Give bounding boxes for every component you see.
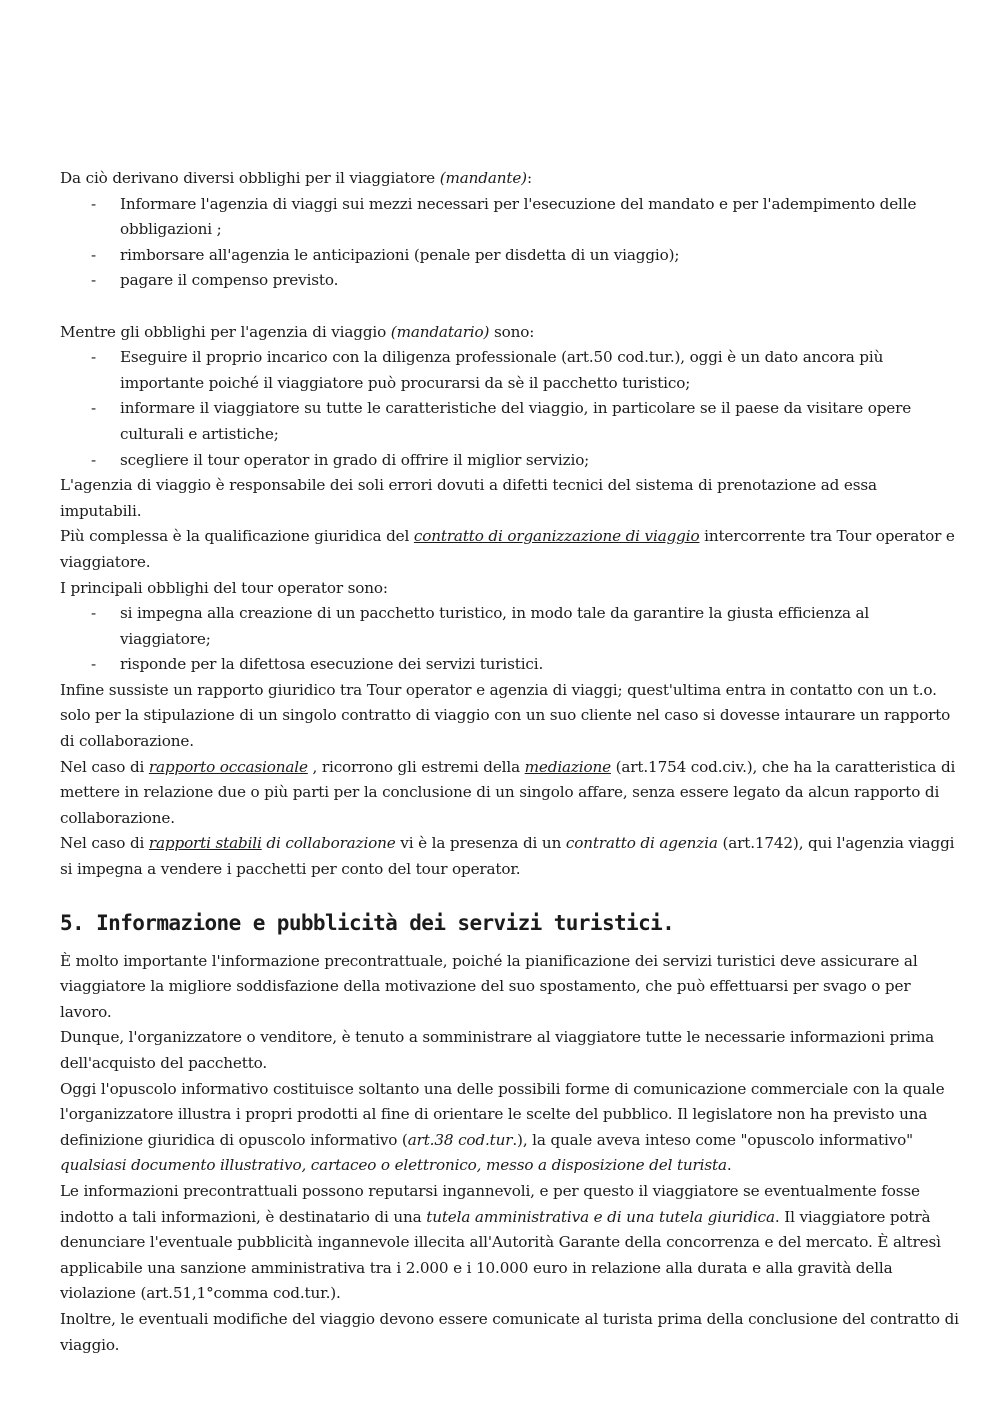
paragraph-obblighi-tour-operator: I principali obblighi del tour operator sono:: [60, 578, 388, 597]
text: :: [526, 169, 532, 187]
emphasis: contratto di agenzia: [565, 834, 718, 853]
text: (art.1742), qui l'agenzia viaggi si impegna a vendere i pacchetti per conto del tour operator.: [60, 834, 955, 879]
list-item: - Eseguire il proprio incarico con la diligenza professionale (art.50 cod.tur.), oggi è un dato ancora più importante poiché il viaggiatore può procurarsi da sè il pacchetto turistico;: [60, 345, 960, 396]
emphasis-mandatario: (mandatario): [390, 322, 490, 341]
list-item: - pagare il compenso previsto.: [60, 268, 960, 294]
text: intercorrente tra Tour operator e viaggiatore.: [60, 527, 955, 571]
underlined-term: contratto di organizzazione di viaggio: [413, 527, 700, 546]
list-item: - Informare l'agenzia di viaggi sui mezzi necessari per l'esecuzione del mandato e per l'adempimento delle obbligazioni ;: [60, 192, 960, 243]
text: Le informazioni precontrattuali possono reputarsi ingannevoli, e per questo il viaggiatore se eventualmente fosse indotto a tali informazioni, è destinatario di una: [60, 1181, 920, 1226]
paragraph-rapporti-stabili: [60, 831, 960, 882]
paragraph-obblighi-viaggiatore: [60, 166, 960, 192]
text: , ricorrono gli estremi della: [307, 757, 525, 776]
spacer: [60, 294, 960, 320]
text: Più complessa è la qualificazione giuridica del: [60, 527, 414, 546]
paragraph-responsabilita: L'agenzia di viaggio è responsabile dei soli errori dovuti a difetti tecnici del sistema di prenotazione ad essa imputabili.: [60, 476, 877, 520]
list-obblighi-agenzia: [60, 345, 960, 473]
list-item: - rimborsare all'agenzia le anticipazioni (penale per disdetta di un viaggio);: [60, 243, 960, 269]
underlined-term: rapporto occasionale: [148, 757, 308, 776]
text: . Il viaggiatore potrà denunciare l'eventuale pubblicità ingannevole illecita all'Autorità Garante della concorrenza e del mercato. È altresì applicabile una sanzione amministrativa tra i 2.000 e i 10.000 euro in relazione alla durata e alla gravità della violazione (art.51,1°comma cod.tur.).: [60, 1207, 941, 1303]
text: Nel caso di: [60, 834, 149, 853]
paragraph-ingannevoli: [60, 1179, 960, 1307]
section-heading: 5. Informazione e pubblicità dei servizi turistici.: [60, 910, 675, 935]
list-item: - scegliere il tour operator in grado di offrire il miglior servizio;: [60, 448, 960, 474]
paragraph-modifiche: Inoltre, le eventuali modifiche del viaggio devono essere comunicate al turista prima della conclusione del contratto di viaggio.: [60, 1309, 959, 1354]
text: sono:: [489, 322, 535, 341]
emphasis: di collaborazione: [261, 834, 396, 853]
paragraph-informazione-precontrattuale: È molto importante l'informazione precontrattuale, poiché la pianificazione dei servizi turistici deve assicurare al viaggiatore la migliore soddisfazione della motivazione del suo spostamento, che può effettuarsi per svago o per lavoro.: [60, 951, 918, 1021]
emphasis: art.38 cod.tur: [407, 1130, 513, 1149]
emphasis: qualsiasi documento illustrativo, cartaceo o elettronico, messo a disposizione del turista: [60, 1156, 727, 1175]
emphasis: tutela amministrativa e di una tutela giuridica: [426, 1207, 775, 1226]
text: .: [726, 1156, 732, 1175]
paragraph-obblighi-agenzia: [60, 320, 960, 346]
text: Nel caso di: [60, 757, 149, 776]
list-item: - informare il viaggiatore su tutte le caratteristiche del viaggio, in particolare se il paese da visitare opere culturali e artistiche;: [60, 396, 960, 447]
underlined-term: mediazione: [524, 757, 611, 776]
page-content: [60, 166, 960, 1358]
text: vi è la presenza di un: [395, 834, 566, 853]
list-obblighi-viaggiatore: [60, 192, 960, 294]
paragraph-rapporto-giuridico: Infine sussiste un rapporto giuridico tra Tour operator e agenzia di viaggi; quest'ultima entra in contatto con un t.o. solo per la stipulazione di un singolo contratto di viaggio con un suo cliente nel caso si dovesse intaurare un rapporto di collaborazione.: [60, 680, 951, 751]
paragraph-opuscolo: [60, 1077, 960, 1179]
text: Da ciò derivano diversi obblighi per il viaggiatore: [60, 169, 440, 187]
paragraph-qualificazione: [60, 524, 960, 575]
list-item: - si impegna alla creazione di un pacchetto turistico, in modo tale da garantire la giusta efficienza al viaggiatore;: [60, 601, 960, 652]
text: Oggi l'opuscolo informativo costituisce soltanto una delle possibili forme di comunicazione commerciale con la quale l'organizzatore illustra i propri prodotti al fine di orientare le scelte del pubblico. Il legislatore non ha previsto una definizione giuridica di opuscolo informativo (: [60, 1079, 945, 1149]
paragraph-rapporto-occasionale: [60, 755, 960, 832]
emphasis-mandante: (mandante): [439, 169, 527, 187]
text: .), la quale aveva inteso come "opuscolo informativo": [512, 1130, 913, 1149]
text: Mentre gli obblighi per l'agenzia di viaggio: [60, 322, 391, 341]
paragraph-organizzatore: Dunque, l'organizzatore o venditore, è tenuto a somministrare al viaggiatore tutte le necessarie informazioni prima dell'acquisto del pacchetto.: [60, 1028, 935, 1072]
list-obblighi-tour-operator: [60, 601, 960, 678]
text: (art.1754 cod.civ.), che ha la caratteristica di mettere in relazione due o più parti per la conclusione di un singolo affare, senza essere legato da alcun rapporto di collaborazione.: [60, 757, 956, 827]
underlined-term: rapporti stabili: [148, 834, 262, 853]
list-item: - risponde per la difettosa esecuzione dei servizi turistici.: [60, 652, 960, 678]
